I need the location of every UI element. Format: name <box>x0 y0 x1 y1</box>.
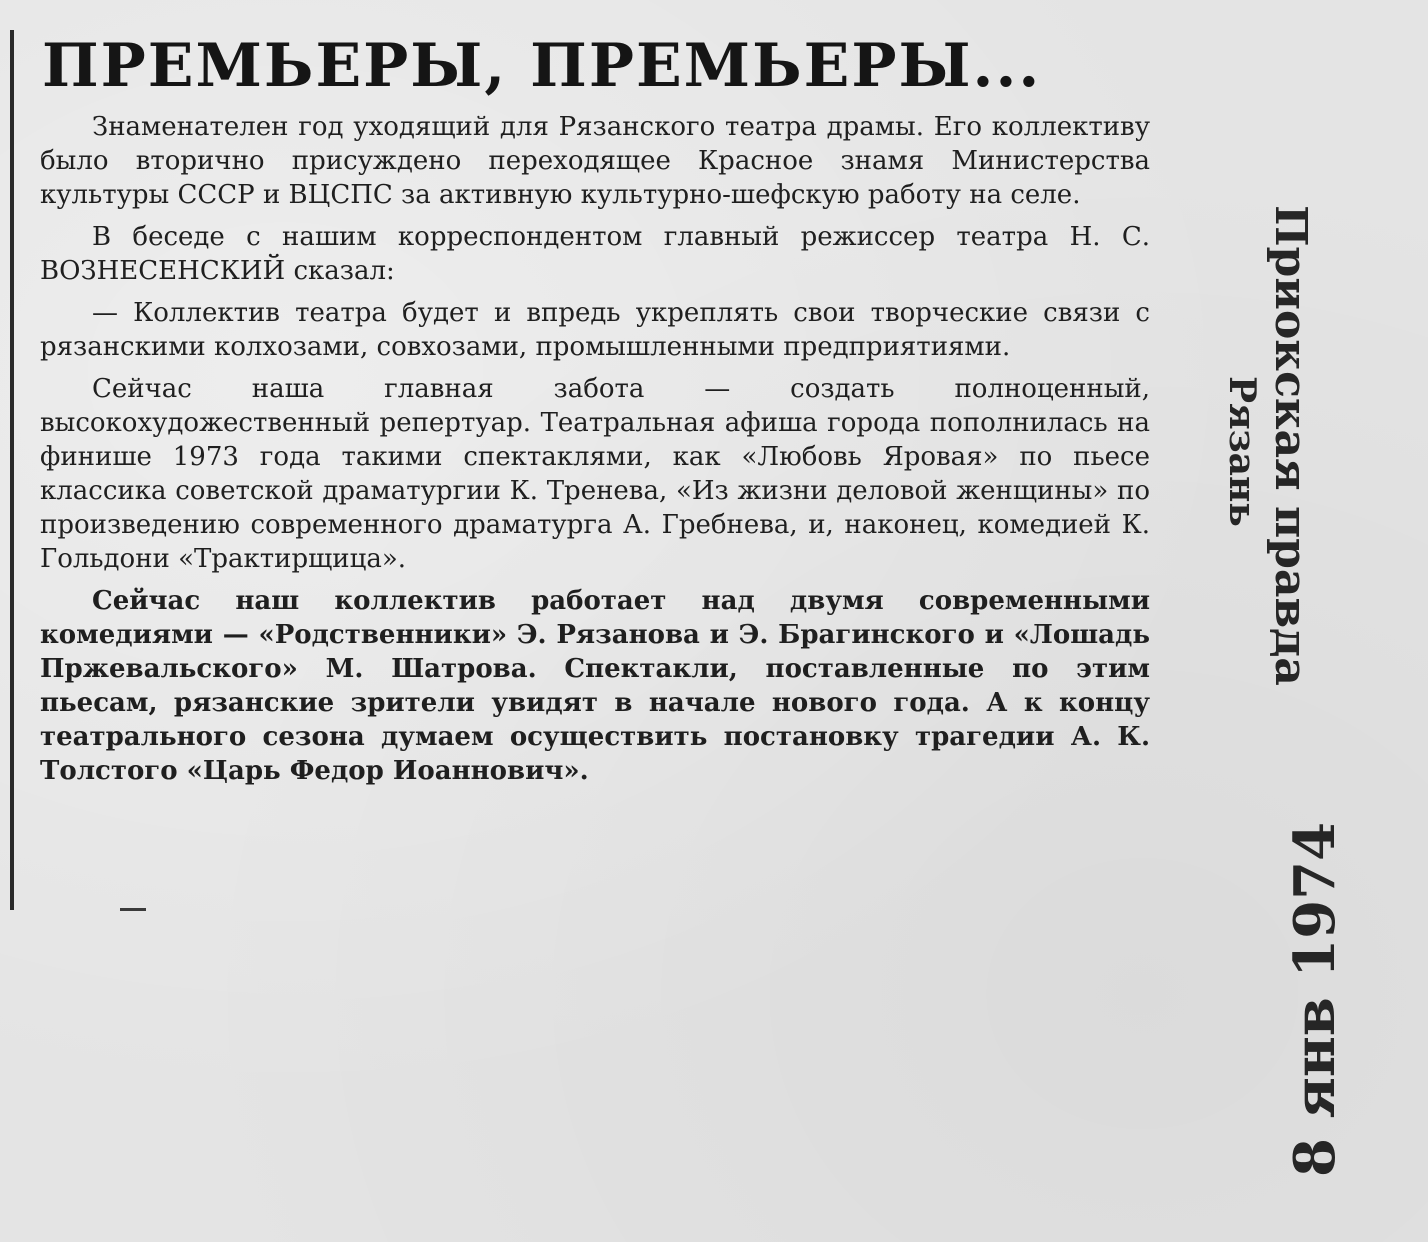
column-rule <box>10 30 14 910</box>
paragraph-2-text: В беседе с нашим корреспондентом главный режиссер театра <box>92 222 1049 252</box>
said-text: сказал: <box>293 256 395 286</box>
article-paragraph-4: Сейчас наша главная забота — создать полноценный, высокохудожественный репертуар. Театральная афиша города пополнилась на финише 1973 года такими спектаклями, как «Любовь Яровая» по пьесе классика советской драматургии К. Тренева, «Из жизни деловой женщины» по произведению современного драматурга А. Гребнева, и, наконец, комедией К. Гольдони «Трактирщица». <box>40 374 1150 574</box>
article-paragraph-1: Знаменателен год уходящий для Рязанского театра драмы. Его коллективу было вторично присуждено переходящее Красное знамя Министерства культуры СССР и ВЦСПС за активную культурно-шефскую работу на селе. <box>40 112 1150 210</box>
ink-mark <box>120 908 146 911</box>
article-paragraph-5: Сейчас наш коллектив работает над двумя современными комедиями — «Родственники» Э. Рязанова и Э. Брагинского и «Лошадь Пржевальского» М. Шатрова. Спектакли, поставленные по этим пьесам, рязанские зрители увидят в начале нового года. А к концу театрального сезона думаем осуществить постановку трагедии А. К. Толстого «Царь Федор Иоаннович». <box>40 586 1150 786</box>
newspaper-stamp: Приокская правда <box>1265 205 1316 686</box>
article-body <box>40 110 1150 796</box>
article-paragraph-2 <box>40 220 1150 288</box>
city-stamp: Рязань <box>1221 376 1263 527</box>
article-paragraph-3: — Коллектив театра будет и впредь укреплять свои творческие связи с рязанскими колхозами, совхозами, промышленными предприятиями. <box>40 298 1150 362</box>
director-name: Н. С. ВОЗНЕСЕНСКИЙ <box>40 222 1150 286</box>
article-headline: ПРЕМЬЕРЫ, ПРЕМЬЕРЫ... <box>42 31 1042 101</box>
date-stamp: 8 янв 1974 <box>1282 821 1348 1177</box>
